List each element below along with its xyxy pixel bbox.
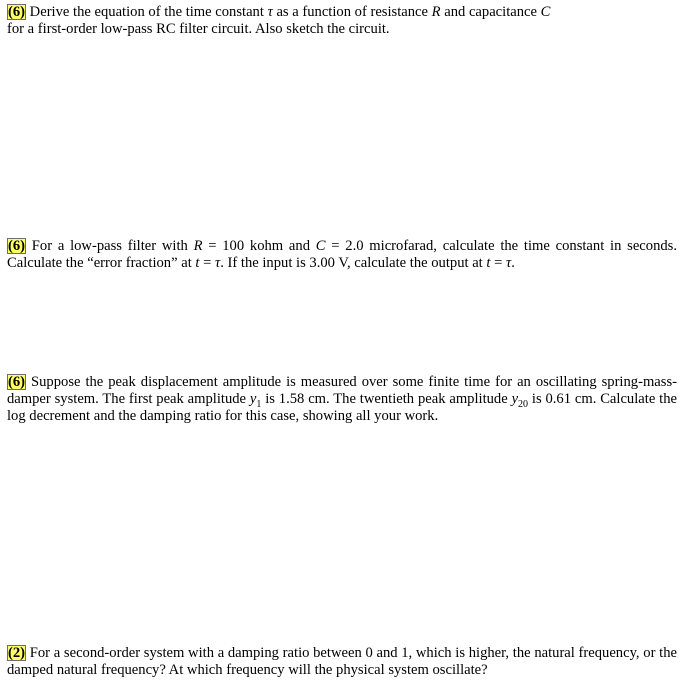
question-text: for a first-order low-pass RC filter circuit. Also sketch the circuit. [7, 21, 390, 37]
points-badge: (6) [8, 374, 26, 390]
question-text: = 2.0 microfarad, calculate the time constant in seconds. Calculate the “error fraction” at [7, 238, 677, 271]
amplitude-symbol: y [511, 391, 519, 407]
question-text: . If the input is 3.00 V, calculate the output at [220, 255, 487, 271]
question-text: is 1.58 cm. The twentieth peak amplitude [261, 391, 512, 407]
question-text: Suppose the peak displacement amplitude is measured over some finite time for an oscillating spring-mass-damper system. The first peak amplitude [7, 374, 677, 407]
subscript: 1 [256, 398, 262, 410]
question-3 [7, 374, 677, 425]
subscript: 20 [518, 398, 529, 410]
question-text: and capacitance [440, 4, 541, 20]
capacitance-symbol: C [315, 238, 326, 254]
question-text: . [511, 255, 515, 271]
question-text: is 0.61 cm. Calculate the log decrement and the damping ratio for this case, showing all your work. [7, 391, 677, 424]
question-text: = [490, 255, 506, 271]
time-symbol: t [486, 255, 491, 271]
tau-symbol: τ [215, 255, 221, 271]
question-text: as a function of resistance [272, 4, 432, 20]
points-badge: (2) [8, 645, 26, 661]
resistance-symbol: R [193, 238, 203, 254]
tau-symbol: τ [267, 4, 273, 20]
question-text: = [199, 255, 215, 271]
question-1 [7, 4, 677, 38]
question-text: = 100 kohm and [202, 238, 316, 254]
question-4 [7, 645, 677, 679]
question-2 [7, 238, 677, 272]
amplitude-symbol: y [249, 391, 257, 407]
question-text: For a second-order system with a damping ratio between 0 and 1, which is higher, the natural frequency, or the damped natural frequency? At which frequency will the physical system oscillate? [7, 645, 677, 678]
resistance-symbol: R [431, 4, 441, 20]
tau-symbol: τ [505, 255, 512, 271]
points-badge: (6) [8, 4, 26, 20]
points-badge: (6) [8, 238, 26, 254]
time-symbol: t [195, 255, 200, 271]
question-text: Derive the equation of the time constant [26, 4, 268, 20]
question-text: For a low-pass filter with [26, 238, 194, 254]
capacitance-symbol: C [540, 4, 551, 20]
